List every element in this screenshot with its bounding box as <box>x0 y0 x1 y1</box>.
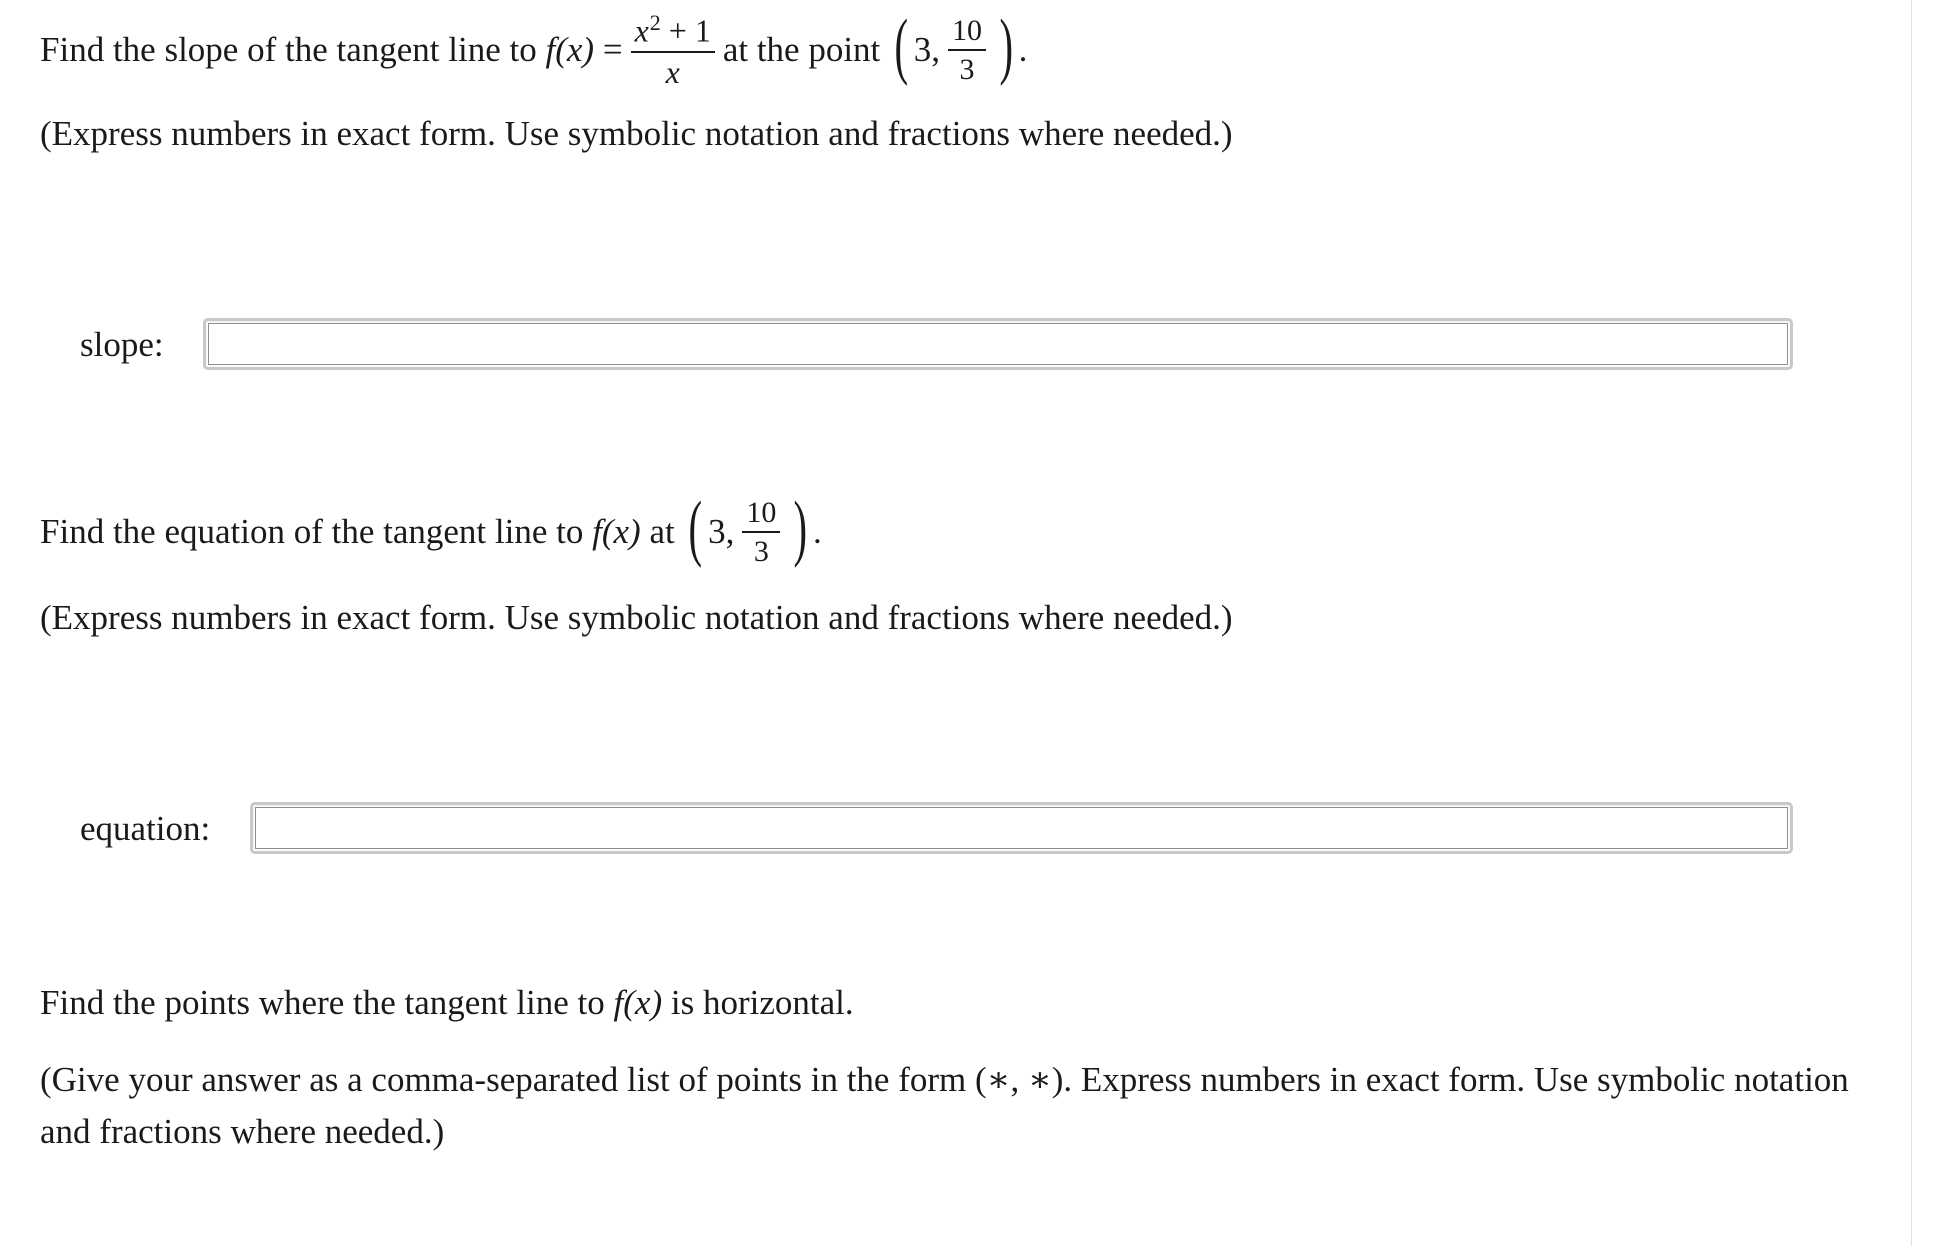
equation-input[interactable] <box>250 802 1793 854</box>
question1-instruction: (Express numbers in exact form. Use symbolic notation and fractions where needed.) <box>40 114 1233 153</box>
function-variable: (x) <box>623 983 663 1022</box>
point-y-numerator: 10 <box>948 15 986 52</box>
question2-instruction: (Express numbers in exact form. Use symbolic notation and fractions where needed.) <box>40 598 1233 637</box>
point-y-numerator: 10 <box>742 497 780 534</box>
question2-prompt <box>40 487 822 574</box>
question3-prompt-after: is horizontal. <box>670 983 854 1022</box>
point-x: 3, <box>708 512 735 551</box>
equation-label: equation: <box>80 809 211 848</box>
left-parenthesis: ( <box>894 5 909 87</box>
function-denominator: x <box>665 53 680 90</box>
question3-prompt-text: Find the points where the tangent line to <box>40 983 605 1022</box>
right-parenthesis: ) <box>793 487 808 569</box>
question2-function <box>592 511 641 553</box>
question1-prompt-middle: at the point <box>722 30 881 69</box>
question2-period: . <box>813 512 822 551</box>
equals-sign: = <box>602 30 623 69</box>
left-parenthesis: ( <box>689 487 703 569</box>
point-y-denominator: 3 <box>753 535 769 568</box>
point-y-fraction <box>948 15 986 86</box>
function-variable: (x) <box>555 30 595 69</box>
question2-prompt-middle: at <box>649 512 675 551</box>
point-x: 3, <box>913 30 940 69</box>
question3-instruction: (Give your answer as a comma-separated list of points in the form (∗, ∗). Express numbers in exact form. Use symbolic notation and fractions where needed.) <box>40 1060 1849 1151</box>
question1-prompt-text: Find the slope of the tangent line to <box>40 30 537 69</box>
function-numerator: $x^2 + 1$ <box>631 11 715 53</box>
question2-prompt-text: Find the equation of the tangent line to <box>40 512 584 551</box>
question1-prompt <box>40 5 1028 92</box>
function-name: f <box>613 983 624 1022</box>
slope-input[interactable] <box>203 318 1793 370</box>
vertical-scrollbar[interactable] <box>1911 0 1936 1246</box>
function-fraction <box>631 11 715 90</box>
right-parenthesis: ) <box>999 5 1014 87</box>
question1-function <box>545 29 594 71</box>
slope-label: slope: <box>80 325 164 364</box>
function-name: f <box>545 30 556 69</box>
point-y-fraction <box>742 497 780 568</box>
point-y-denominator: 3 <box>959 53 975 86</box>
function-variable: (x) <box>601 512 641 551</box>
question1-period: . <box>1018 30 1028 69</box>
question3-prompt <box>40 982 854 1024</box>
function-name: f <box>592 512 602 551</box>
